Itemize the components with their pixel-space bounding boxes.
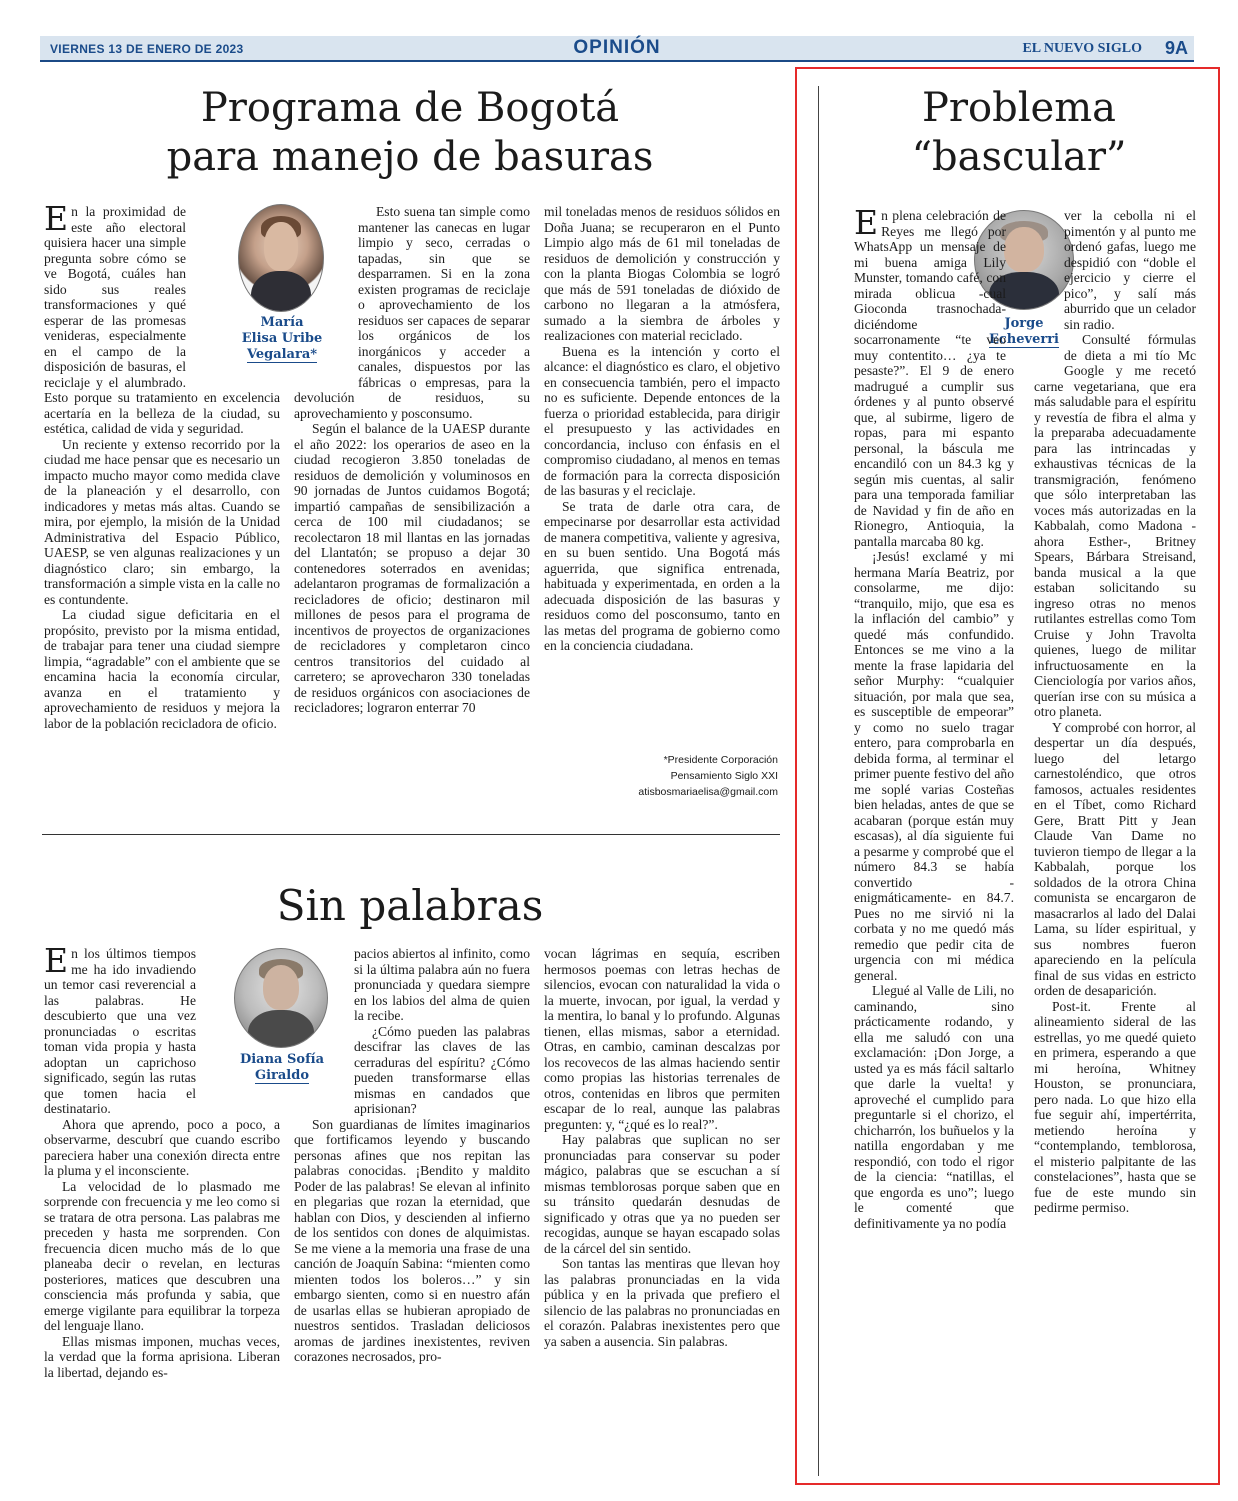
article3-paragraph: ¡Jesús! exclamé y mi hermana María Beatriz, por consolarme, me dijo: “tranquilo, mijo, que esa es la inflación del cambio” y quedé más confundido. Entonces se me vino a la mente la frase lapidaria del señor Murphy: “cualquier situación, por mala que sea, es susceptible de empeorar” y como no suelo tragar entero, para comprobarla en debida forma, al terminar el primer puente festivo del año me soplé varias Costeñas bien heladas, antes de que se acabaran (porque están muy escasas), al día siguiente fui a pesarme y comprobé que el número 84.3 se había convertido -enigmáticamente- en 84.7. Pues no me sirvió ni la corbata y no me quedó más remedio que pedir cita de urgencia con mi médica general. — [854, 549, 1014, 983]
header-section: OPINIÓN — [573, 37, 661, 58]
dropcap: E — [854, 203, 879, 242]
dropcap: E — [44, 199, 69, 238]
article1-paragraph: Esto suena tan simple como mantener las canecas en lugar limpio y seco, cerradas o tapadas, sin que se desparramen. Si en la zona existen programas de reciclaje o aprovechamiento de los residuos ser capaces de separar los orgánicos de los inorgánicos y acceder a canales, dispuestos por las fábricas o empresas, para la devolución de residuos, su aprovechamiento y posconsumo. — [294, 204, 530, 421]
paragraph-text: n plena celebración de Reyes me llegó por WhatsApp un mensaje de mi buena amiga Lily Munster, tomando café, con mirada oblicua -cual Gioconda trasnochada- diciéndome socarronamente “te veo muy contentito… ¿ya te pesaste?”. El 9 de enero madrugué a cumplir sus órdenes y al punto observé que, al subirme, ligero de ropas, para mi espanto personal, la báscula me encandiló con un 84.3 kg y según mis cuentas, al salir para una temporada familiar de Navidad y fin de año en Rionegro, Antioquia, la pantalla marcaba 80 kg. — [854, 208, 1014, 549]
author-name-line2: Giraldo — [254, 1068, 309, 1083]
article3-paragraph: Y comprobé con horror, al despertar un día después, luego del letargo carnestoléndico, que otros famosos, actuales residentes en el Tíbet, como Richard Gere, Bratt Pitt y Jean Claude Van Dame no tuvieron tiempo de llegar a la Kabbalah, porque los soldados de la otrora China comunista se encargaron de masacrarlos al lado del Dalai Lama, su líder espiritual, y sus nombres fueron apareciendo en la película final de sus vidas en estricto orden de desaparición. — [1034, 719, 1196, 998]
article1-column-1 — [44, 199, 280, 731]
article2-paragraph: ¿Cómo pueden las palabras descifrar las claves de las cerraduras del espíritu? ¿Cómo pueden transformarse ellas mismas en candados que aprisionan? — [354, 1023, 530, 1116]
article3-title-line2: “bascular” — [911, 133, 1127, 180]
dropcap: E — [44, 941, 69, 980]
paragraph-text: n la proximidad de este año electoral quisiera hacer una simple pregunta sobre cómo se ve Bogotá, cuáles han sido sus reales transformaciones y qué esperar de las promesas venideras, especialmente en el campo de la disposición de basuras, el reciclaje y el alumbrado. Esto porque su tratamiento en excelencia acertaría en la belleza de la ciudad, su estética, calidad de vida y seguridad. — [44, 204, 280, 436]
author-name-line1: María — [260, 315, 304, 330]
paragraph-text: n los últimos tiempos me ha ido invadiendo un temor casi reverencial a las palabras. He descubierto que una vez pronunciadas o escritas toman vida propia y hasta adoptan un caprichoso significado, según las rutas que tomen hacia el destinatario. — [44, 946, 196, 1116]
page-number: 9A — [1164, 38, 1188, 58]
signature-line2: Pensamiento Siglo XXI — [670, 770, 778, 782]
article1-column-2 — [294, 204, 530, 716]
article3-paragraph: Consulté fórmulas de dieta a mi tío Mc Google y me recetó carne vegetariana, que era más saludable para el espíritu y revestía de fibra el alma y la preparaba adecuadamente para las intrincadas y exhaustivas técnicas de la transmigración, fenómeno que sólo interpretaban las voces más autorizadas en la Kabbalah, como Madona - ahora Esther-, Britney Spears, Bárbara Streisand, banda musical a la que estaban solicitando su ingreso otras no menos rutilantes estrellas como Tom Cruise y John Travolta quienes, luego de militar infructuosamente en la Cienciología por varios años, querían irse con su música a otro planeta. — [1034, 332, 1196, 719]
article1-paragraph: Buena es la intención y corto el alcance: el diagnóstico es claro, el objetivo en consecuencia también, pero el impacto no es suficiente. Depende entonces de la fuerza o prioridad establecida, para dirigir el presupuesto y las actividades en concordancia, incluso con énfasis en el compromiso ciudadano, al menos en temas de formación para la correcta disposición de las basuras y el reciclaje. — [544, 343, 780, 498]
signature-email: atisbosmariaelisa@gmail.com — [638, 786, 778, 798]
article3-paragraph: ver la cebolla ni el pimentón y al punto me ordenó gafas, luego me despidió con “doble el ejercicio y cierre el pico”, y salí más aburrido que un celador sin radio. — [1064, 208, 1196, 332]
article3-title-line1: Problema — [922, 85, 1116, 131]
article1-paragraph: mil toneladas menos de residuos sólidos en Doña Juana; se recuperaron en el Punto Limpio algo más de 61 mil toneladas de residuos de demolición y construcción y con la planta Biogas Colombia se logró que más de 591 toneladas de dióxido de carbono no llegaran a la atmósfera, sumado a la siembra de árboles y realizaciones con material reciclado. — [544, 204, 780, 343]
article1-paragraph: Según el balance de la UAESP durante el año 2022: los operarios de aseo en la ciudad recogieron 3.850 toneladas de residuos de demolición y voluminosos en 90 jornadas de Juntos cuidamos Bogotá; impartió campañas de sensibilización a cerca de 100 mil ciudadanos; se recolectaron 18 mil llantas en las jornadas del Llantatón; se propuso a dejar 30 contenedores soterrados en avenidas; adelantaron programas de formalización a recicladores de oficio; destinaron mil millones de pesos para el programa de incentivos de proyectos de organizaciones de recicladores y completaron cinco centros transitorios del cuidado al carretero; se aprovecharon 330 toneladas de residuos orgánicos con asociaciones de recicladores; lograron enterrar 70 — [294, 421, 530, 715]
article2-paragraph: La velocidad de lo plasmado me sorprende con frecuencia y me leo como si se tratara de otra persona. Las palabras me preceden y hasta me sorprenden. Con frecuencia dicen mucho más de lo que planeaba decir o revelan, en lecturas posteriores, matices que descubren una consciencia más profunda y sabia, que emerge vigilante para equilibrar la torpeza del lenguaje llano. — [44, 1178, 280, 1333]
article1-paragraph: Un reciente y extenso recorrido por la ciudad me hace pensar que es necesario un impacto mucho mayor como medida clave de la planeación y el desarrollo, con indicadores y metas más altas. Cuando se mira, por ejemplo, la misión de la Unidad Administrativa del Espacio Público, UAESP, se ven algunas realizaciones y un diagnóstico claro; sin embargo, la transformación a simple vista en la calle no es contundente. — [44, 436, 280, 607]
author-name-line3: Vegalara* — [246, 347, 318, 362]
article2-paragraph: Ellas mismas imponen, muchas veces, la verdad que la forma aprisiona. Liberan la libertad, dejando es- — [44, 1333, 280, 1380]
article1-column-3 — [544, 204, 780, 654]
article3-paragraph: Llegué al Valle de Lili, no caminando, sino prácticamente rodando, y ella me saludó con una exclamación: ¡Don Jorge, a usted ya es más fácil saltarlo que darle la vuelta! y aproveché el cumplido para preguntarle si el chorizo, el chicharrón, los buñuelos y la natilla engordaban y me respondió, con todo el rigor de la ciencia: “natillas, el que engorda es uno”; luego le comenté que definitivamente ya no podía — [854, 983, 1014, 1231]
photo-float-space — [186, 204, 280, 384]
article1-title — [40, 84, 780, 182]
author-name-line1: Jorge — [1004, 316, 1044, 331]
author-name-line2: Elisa Uribe — [241, 331, 323, 346]
article1-paragraph: La ciudad sigue deficitaria en el propósito, previsto por la misma entidad, de trabajar para tener una ciudad siempre limpia, “agradable” con el ambiente que se encamina hacia la economía circular, avanza en el tratamiento y aprovechamiento de residuos y mejora la labor de la población recicladora de oficio. — [44, 607, 280, 731]
author-name-line1: Diana Sofía — [239, 1052, 325, 1067]
article2-paragraph: Ahora que aprendo, poco a poco, a observarme, descubrí que cuando escribo pareciera haber una conexión directa entre la pluma y el inconsciente. — [44, 1116, 280, 1178]
article2-column-2 — [294, 946, 530, 1365]
photo-float-space — [294, 204, 358, 388]
article2-title: Sin palabras — [276, 881, 544, 930]
article2-paragraph: Son tantas las mentiras que llevan hoy las palabras pronunciadas en la vida pública y en la privada que prefiero el silencio de las palabras no pronunciadas en el corazón. Palabras inexistentes pero que ya saben a ausencia. Sin palabras. — [544, 1256, 780, 1349]
author-name-line2: Echeverri — [988, 332, 1059, 347]
section-divider — [42, 834, 780, 835]
article2-paragraph: pacios abiertos al infinito, como si la última palabra aún no fuera pronunciada y quedara siempre en los labios del alma de quien la recibe. — [354, 946, 530, 1023]
newspaper-name: EL NUEVO SIGLO — [1022, 41, 1142, 56]
article2-paragraph: Hay palabras que suplican no ser pronunciadas para conservar su poder mágico, palabras que se escuchan a sí mismas temblorosas porque saben que en su tránsito quedarán desnudas de significado y otras que ya no pueden ser recogidas, aunque se hayan escapado solas de la cárcel del sin sentido. — [544, 1132, 780, 1256]
header-date: VIERNES 13 DE ENERO DE 2023 — [50, 42, 244, 56]
article2-column-3 — [544, 946, 780, 1349]
highlight-box — [795, 67, 1220, 1485]
article1-paragraph: Se trata de darle otra cara, de empecinarse por desarrollar esta actividad de manera competitiva, valiente y agresiva, en su buen sentido. Una Bogotá más aguerrida, que significa entrenada, habituada y experimentada, en orden a la adecuada disposición de las basuras y residuos como del posconsumo, tanto en las metas del programa de gobierno como en la conciencia ciudadana. — [544, 498, 780, 653]
page-header — [40, 36, 1194, 62]
article1-signature — [580, 752, 778, 800]
article2-column-1 — [44, 941, 280, 1380]
article1-title-line1: Programa de Bogotá — [200, 85, 620, 131]
article1-title-line2: para manejo de basuras — [166, 133, 654, 180]
signature-line1: *Presidente Corporación — [663, 754, 778, 766]
photo-float-space — [294, 946, 354, 1106]
article3-paragraph: Post-it. Frente al alineamiento sideral de las estrellas, yo me quedé quieto en primera, esperando a que mi heroína, Whitney Houston, se pronunciara, pero nada. Lo que hizo ella fue seguir ahí, impertérrita, metiendo heroína y “contemplando, temblorosa, el misterio palpitante de las constelaciones”, hasta que se fue de este mundo sin pedirme permiso. — [1034, 998, 1196, 1215]
photo-float-space — [196, 946, 280, 1094]
article2-paragraph: vocan lágrimas en sequía, escriben hermosos poemas con letras hechas de silencios, evocan con naturalidad la vida o la muerte, invocan, por igual, la verdad y la mentira, lo banal y lo profundo. Algunas tienen, ellas mismas, sabor a eternidad. Otras, en cambio, caminan descalzas por los recovecos de las almas haciendo sentir como propias las historias terrenales de otros, contenidas en libros que permiten escapar de lo real, aunque las palabras pregunten: y, “¿qué es lo real?”. — [544, 946, 780, 1132]
article2-paragraph: Son guardianas de límites imaginarios que fortificamos leyendo y buscando personas afines que nos repitan las palabras conocidas. ¡Bendito y maldito Poder de las palabras! Se elevan al infinito en plegarias que rozan la eternidad, que hablan con Dios, y descienden al infierno de los sentidos con dones de alquimistas. Se me viene a la memoria una frase de una canción de Joaquín Sabina: “mienten como mienten todos los boleros…” y sin embargo sienten, como si en nuestro afán de usarlas ellas se hubieran apropiado de nuestros sentidos. Trasladan deliciosos aromas de jardines inexistentes, reviven corazones necrosados, pro- — [294, 1116, 530, 1364]
